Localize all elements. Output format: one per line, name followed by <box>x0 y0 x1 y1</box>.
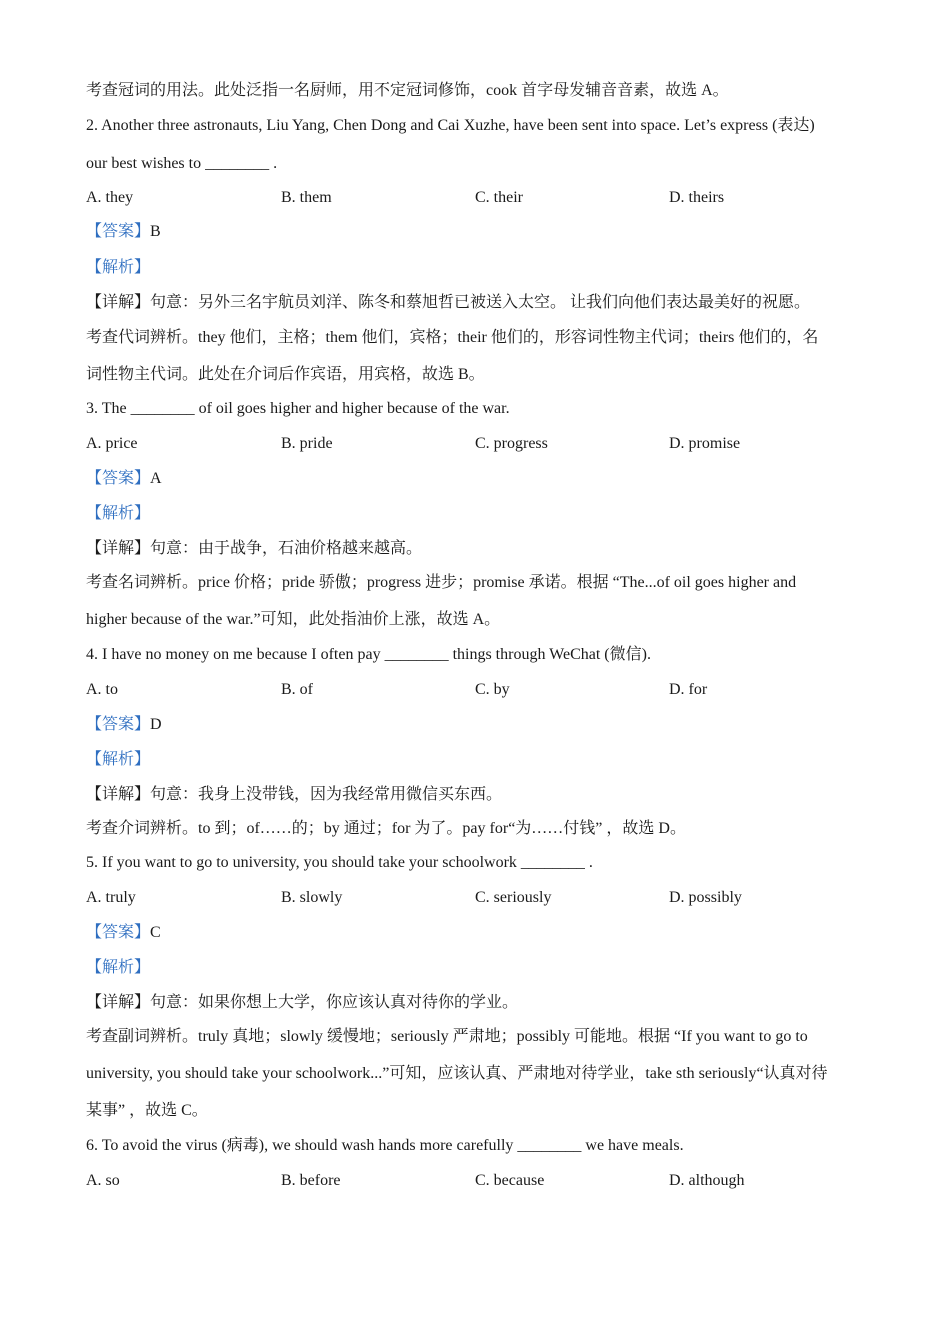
q4-option-a: A. to <box>86 681 118 698</box>
q3-detail <box>86 539 422 559</box>
q2-option-d: D. theirs <box>669 189 725 206</box>
q2-option-a: A. they <box>86 189 134 206</box>
q5-explanation-line-2: university, you should take your schoolwork...”可知，应该认真、严肃地对待学业，take sth seriously“认真对待 <box>86 1065 828 1082</box>
q3-option-c: C. progress <box>475 435 548 452</box>
answer-label: 【答案】 <box>86 223 151 240</box>
q5-option-a: A. truly <box>86 889 136 906</box>
answer-label: 【答案】 <box>86 716 151 733</box>
q3-analysis-label: 【解析】 <box>86 505 151 522</box>
q2-option-c: C. their <box>475 189 523 206</box>
q5-answer-value: C <box>150 924 161 941</box>
q5-option-b: B. slowly <box>281 889 343 906</box>
q5-explanation-line-3: 某事” ，故选 C。 <box>86 1102 208 1119</box>
q2-answer <box>86 222 161 242</box>
q5-detail <box>86 993 518 1013</box>
q2-options <box>86 188 876 208</box>
q4-explanation-line-1: 考查介词辨析。to 到；of……的；by 通过；for 为了。pay for“为……付钱” ，故选 D。 <box>86 820 686 837</box>
q5-explanation-line-1: 考查副词辨析。truly 真地；slowly 缓慢地；seriously 严肃地；possibly 可能地。根据 “If you want to go to <box>86 1028 808 1045</box>
q3-option-a: A. price <box>86 435 138 452</box>
q2-stem-line-2: our best wishes to ________ . <box>86 155 278 172</box>
q2-option-b: B. them <box>281 189 332 206</box>
q5-answer <box>86 923 161 943</box>
q6-options <box>86 1171 876 1191</box>
q3-explanation-line-2: higher because of the war.”可知，此处指油价上涨，故选 A。 <box>86 611 501 628</box>
q4-option-d: D. for <box>669 681 708 698</box>
q3-option-d: D. promise <box>669 435 741 452</box>
q2-analysis-label: 【解析】 <box>86 259 151 276</box>
q4-answer-value: D <box>150 716 162 733</box>
intro-text: 考查冠词的用法。此处泛指一名厨师，用不定冠词修饰，cook 首字母发辅音音素，故选 A。 <box>86 82 729 99</box>
q3-explanation-line-1: 考查名词辨析。price 价格；pride 骄傲；progress 进步；promise 承诺。根据 “The...of oil goes higher and <box>86 574 797 591</box>
q3-answer-value: A <box>150 470 162 487</box>
q5-detail-text: 句意：如果你想上大学，你应该认真对待你的学业。 <box>150 994 519 1011</box>
q2-stem-line-1: 2. Another three astronauts, Liu Yang, Chen Dong and Cai Xuzhe, have been sent into space. Let’s express (表达) <box>86 117 815 134</box>
q5-options <box>86 888 876 908</box>
q5-option-d: D. possibly <box>669 889 742 906</box>
q2-detail <box>86 293 810 313</box>
q4-option-c: C. by <box>475 681 510 698</box>
q3-stem: 3. The ________ of oil goes higher and higher because of the war. <box>86 400 510 417</box>
q6-option-d: D. although <box>669 1172 745 1189</box>
q6-option-b: B. before <box>281 1172 341 1189</box>
q5-analysis-label: 【解析】 <box>86 959 151 976</box>
q4-stem: 4. I have no money on me because I often pay ________ things through WeChat (微信). <box>86 646 651 663</box>
q5-stem: 5. If you want to go to university, you should take your schoolwork ________ . <box>86 854 593 871</box>
q2-detail-text: 句意：另外三名宇航员刘洋、陈冬和蔡旭哲已被送入太空。 让我们向他们表达最美好的祝愿。 <box>150 294 811 311</box>
q3-option-b: B. pride <box>281 435 333 452</box>
detail-label: 【详解】 <box>86 540 151 557</box>
q2-answer-value: B <box>150 223 161 240</box>
detail-label: 【详解】 <box>86 294 151 311</box>
q4-options <box>86 680 876 700</box>
answer-label: 【答案】 <box>86 924 151 941</box>
q4-detail-text: 句意：我身上没带钱，因为我经常用微信买东西。 <box>150 786 503 803</box>
q6-option-c: C. because <box>475 1172 545 1189</box>
q3-answer <box>86 469 162 489</box>
detail-label: 【详解】 <box>86 994 151 1011</box>
q4-detail <box>86 785 502 805</box>
q4-option-b: B. of <box>281 681 313 698</box>
detail-label: 【详解】 <box>86 786 151 803</box>
q6-stem: 6. To avoid the virus (病毒), we should wash hands more carefully ________ we have meals. <box>86 1137 684 1154</box>
q4-analysis-label: 【解析】 <box>86 751 151 768</box>
q4-answer <box>86 715 162 735</box>
answer-label: 【答案】 <box>86 470 151 487</box>
q3-options <box>86 434 876 454</box>
q6-option-a: A. so <box>86 1172 120 1189</box>
q2-explanation-line-1: 考查代词辨析。they 他们，主格；them 他们，宾格；their 他们的，形容词性物主代词；theirs 他们的，名 <box>86 329 819 346</box>
q5-option-c: C. seriously <box>475 889 552 906</box>
q2-explanation-line-2: 词性物主代词。此处在介词后作宾语，用宾格，故选 B。 <box>86 366 485 383</box>
q3-detail-text: 句意：由于战争，石油价格越来越高。 <box>150 540 423 557</box>
